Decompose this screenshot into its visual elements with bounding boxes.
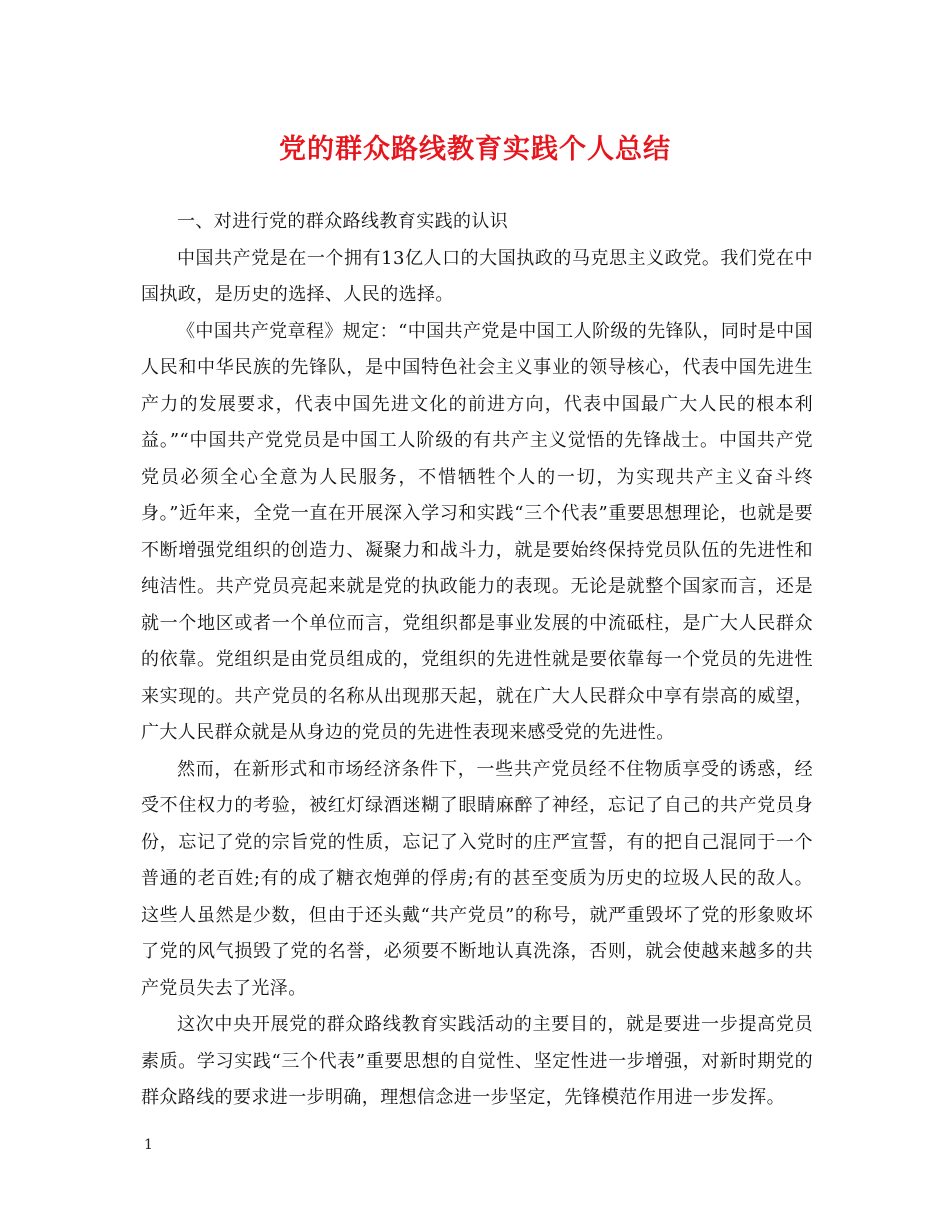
paragraph: 《中国共产党章程》规定：“中国共产党是中国工人阶级的先锋队，同时是中国人民和中华民族的先锋队，是中国特色社会主义事业的领导核心，代表中国先进生产力的发展要求，代表中国先进文化的前进方向，代表中国最广大人民的根本利益。”“中国共产党党员是中国工人阶级的有共产主义觉悟的先锋战士。中国共产党党员必须全心全意为人民服务，不惜牺牲个人的一切，为实现共产主义奋斗终身。”近年来，全党一直在开展深入学习和实践“三个代表”重要思想理论，也就是要不断增强党组织的创造力、凝聚力和战斗力，就是要始终保持党员队伍的先进性和纯洁性。共产党员亮起来就是党的执政能力的表现。无论是就整个国家而言，还是就一个地区或者一个单位而言，党组织都是事业发展的中流砥柱，是广大人民群众的依靠。党组织是由党员组成的，党组织的先进性就是要依靠每一个党员的先进性来实现的。共产党员的名称从出现那天起，就在广大人民群众中享有崇高的威望，广大人民群众就是从身边的党员的先进性表现来感受党的先进性。	[141, 320, 813, 743]
document-title: 党的群众路线教育实践个人总结	[279, 134, 671, 165]
paragraph: 中国共产党是在一个拥有13亿人口的大国执政的马克思主义政党。我们党在中国执政，是历史的选择、人民的选择。	[141, 247, 813, 305]
page-number: 1	[144, 1137, 153, 1153]
document-body	[141, 204, 813, 1117]
paragraph: 然而，在新形式和市场经济条件下，一些共产党员经不住物质享受的诱惑，经受不住权力的考验，被红灯绿酒迷糊了眼睛麻醉了神经，忘记了自己的共产党员身份，忘记了党的宗旨党的性质，忘记了入党时的庄严宣誓，有的把自己混同于一个普通的老百姓;有的成了糖衣炮弹的俘虏;有的甚至变质为历史的垃圾人民的敌人。这些人虽然是少数，但由于还头戴“共产党员”的称号，就严重毁坏了党的形象败坏了党的风气损毁了党的名誉，必须要不断地认真洗涤，否则，就会使越来越多的共产党员失去了光泽。	[141, 758, 813, 999]
paragraph: 这次中央开展党的群众路线教育实践活动的主要目的，就是要进一步提高党员素质。学习实践“三个代表”重要思想的自觉性、坚定性进一步增强，对新时期党的群众路线的要求进一步明确，理想信念进一步坚定，先锋模范作用进一步发挥。	[141, 1014, 813, 1108]
section-heading: 一、对进行党的群众路线教育实践的认识	[177, 211, 509, 232]
